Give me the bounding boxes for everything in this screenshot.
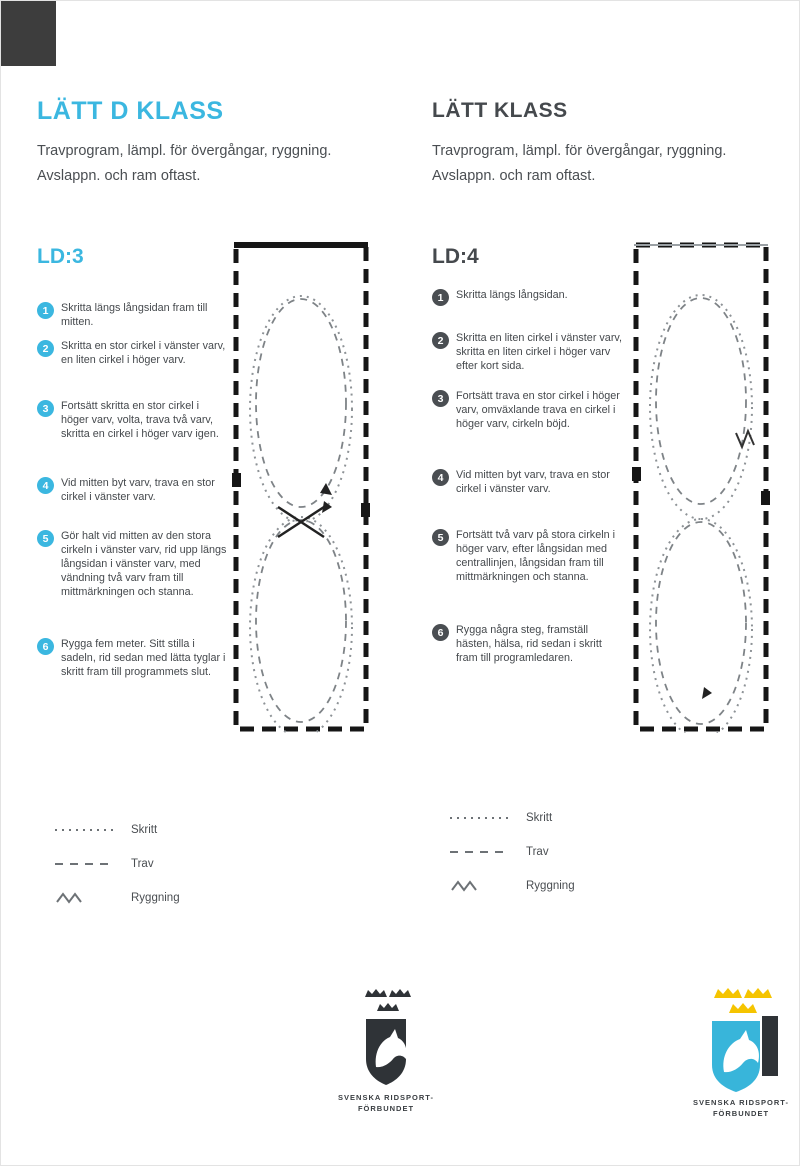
legend-row [53, 847, 213, 881]
page-title: LÄTT D KLASS [37, 97, 224, 125]
legend-row [53, 813, 213, 847]
page-subtitle [432, 139, 726, 188]
arena-diagram [632, 241, 770, 733]
step-number-badge: 6 [432, 624, 449, 641]
skritt-path-upper [250, 296, 352, 522]
step-text: Fortsätt två varv på stora cirkeln i höger varv, efter långsidan med centrallinjen, långsidan fram till mittmärkningen och stanna. [456, 529, 616, 584]
step-number-badge: 5 [37, 530, 54, 547]
page-left [31, 1, 434, 1167]
step-text: Rygga fem meter. Sitt stilla i sadeln, rid sedan med lätta tyglar i skritt fram till programmets slut. [61, 638, 226, 679]
federation-logo-color [676, 986, 800, 1120]
arena-letter-marker [232, 473, 241, 487]
instruction-step [37, 301, 229, 329]
skritt-path-lower [650, 519, 752, 733]
instruction-step [432, 623, 624, 665]
step-number-badge: 2 [432, 332, 449, 349]
instruction-step [37, 476, 229, 504]
step-number-badge: 4 [37, 477, 54, 494]
step-text: Fortsätt trava en stor cirkel i höger varv, omväxlande trava en cirkel i höger varv, cirkeln böjd. [456, 390, 620, 431]
arena-letter-marker [761, 491, 770, 505]
program-id: LD:3 [37, 245, 84, 268]
legend-row [448, 835, 608, 869]
subtitle-line: Avslappn. och ram oftast. [432, 167, 596, 184]
dotted-line-sample [53, 825, 115, 835]
subtitle-line: Travprogram, lämpl. för övergångar, ryggning. [37, 143, 332, 159]
instruction-step [37, 529, 229, 599]
legend-label: Trav [526, 846, 549, 858]
step-text: Skritta längs långsidan. [456, 289, 568, 301]
page-right [426, 1, 791, 1167]
step-text: Vid mitten byt varv, trava en stor cirkel i vänster varv. [456, 469, 610, 496]
logo-dark-panel [762, 1016, 778, 1076]
logo-caption: SVENSKA RIDSPORT- FÖRBUNDET [693, 1098, 789, 1119]
instruction-step [432, 389, 624, 431]
direction-arrow [702, 687, 712, 699]
step-text: Gör halt vid mitten av den stora cirkeln i vänster varv, rid upp längs långsidan i vänster varv, med vändning två varv fram till mittmärkningen och stanna. [61, 530, 227, 599]
skritt-path-lower [250, 517, 352, 733]
step-number-badge: 5 [432, 529, 449, 546]
legend-row [53, 881, 213, 915]
arena-diagram [232, 241, 370, 733]
legend-row [448, 801, 608, 835]
program-id: LD:4 [432, 245, 479, 268]
step-text: Skritta en stor cirkel i vänster varv, en liten cirkel i höger varv. [61, 340, 226, 367]
legend-label: Skritt [526, 812, 553, 824]
ryggning-mark [736, 431, 754, 447]
step-text: Vid mitten byt varv, trava en stor cirkel i vänster varv. [61, 477, 215, 504]
step-text: Skritta en liten cirkel i vänster varv, skritta en liten cirkel i höger varv efter kort sida. [456, 332, 623, 373]
instruction-step [37, 637, 229, 679]
legend-row [448, 869, 608, 903]
page-subtitle [37, 139, 331, 188]
trav-path-lower [656, 522, 746, 724]
legend [448, 801, 608, 903]
step-number-badge: 2 [37, 340, 54, 357]
dashed-line-sample [53, 859, 115, 869]
dashed-line-sample [448, 847, 510, 857]
subtitle-line: Avslappn. och ram oftast. [37, 167, 201, 184]
step-text: Skritta längs långsidan fram till mitten. [61, 302, 208, 329]
legend [53, 813, 213, 915]
legend-label: Ryggning [131, 892, 180, 904]
direction-arrow [320, 483, 332, 495]
step-number-badge: 6 [37, 638, 54, 655]
legend-label: Trav [131, 858, 154, 870]
step-number-badge: 3 [37, 400, 54, 417]
arena-letter-marker [632, 467, 641, 481]
trav-path-upper [256, 299, 346, 507]
instruction-step [432, 288, 624, 306]
step-number-badge: 4 [432, 469, 449, 486]
instruction-step [37, 339, 229, 367]
skritt-path-upper [650, 295, 752, 519]
instruction-step [37, 399, 229, 441]
step-text: Rygga några steg, framställ hästen, hälsa, rid sedan i skritt fram till programledaren. [456, 624, 602, 665]
step-number-badge: 3 [432, 390, 449, 407]
trav-path-upper [656, 298, 746, 504]
instruction-step [432, 331, 624, 373]
page-title: LÄTT KLASS [432, 99, 568, 122]
legend-label: Ryggning [526, 880, 575, 892]
trav-path-lower [256, 520, 346, 722]
step-number-badge: 1 [432, 289, 449, 306]
legend-label: Skritt [131, 824, 158, 836]
direction-arrow [322, 501, 332, 513]
step-number-badge: 1 [37, 302, 54, 319]
zigzag-line-sample [448, 879, 510, 893]
zigzag-line-sample [53, 891, 115, 905]
logo-caption: SVENSKA RIDSPORT- FÖRBUNDET [338, 1093, 434, 1114]
arena-letter-marker [361, 503, 370, 517]
step-text: Fortsätt skritta en stor cirkel i höger varv, volta, trava två varv, skritta en cirkel i höger varv igen. [61, 400, 219, 441]
subtitle-line: Travprogram, lämpl. för övergångar, ryggning. [432, 143, 727, 159]
instruction-step [432, 528, 624, 584]
three-crowns-shield-icon [698, 986, 784, 1094]
dotted-line-sample [448, 813, 510, 823]
three-crowns-shield-icon [351, 989, 421, 1089]
instruction-step [432, 468, 624, 496]
